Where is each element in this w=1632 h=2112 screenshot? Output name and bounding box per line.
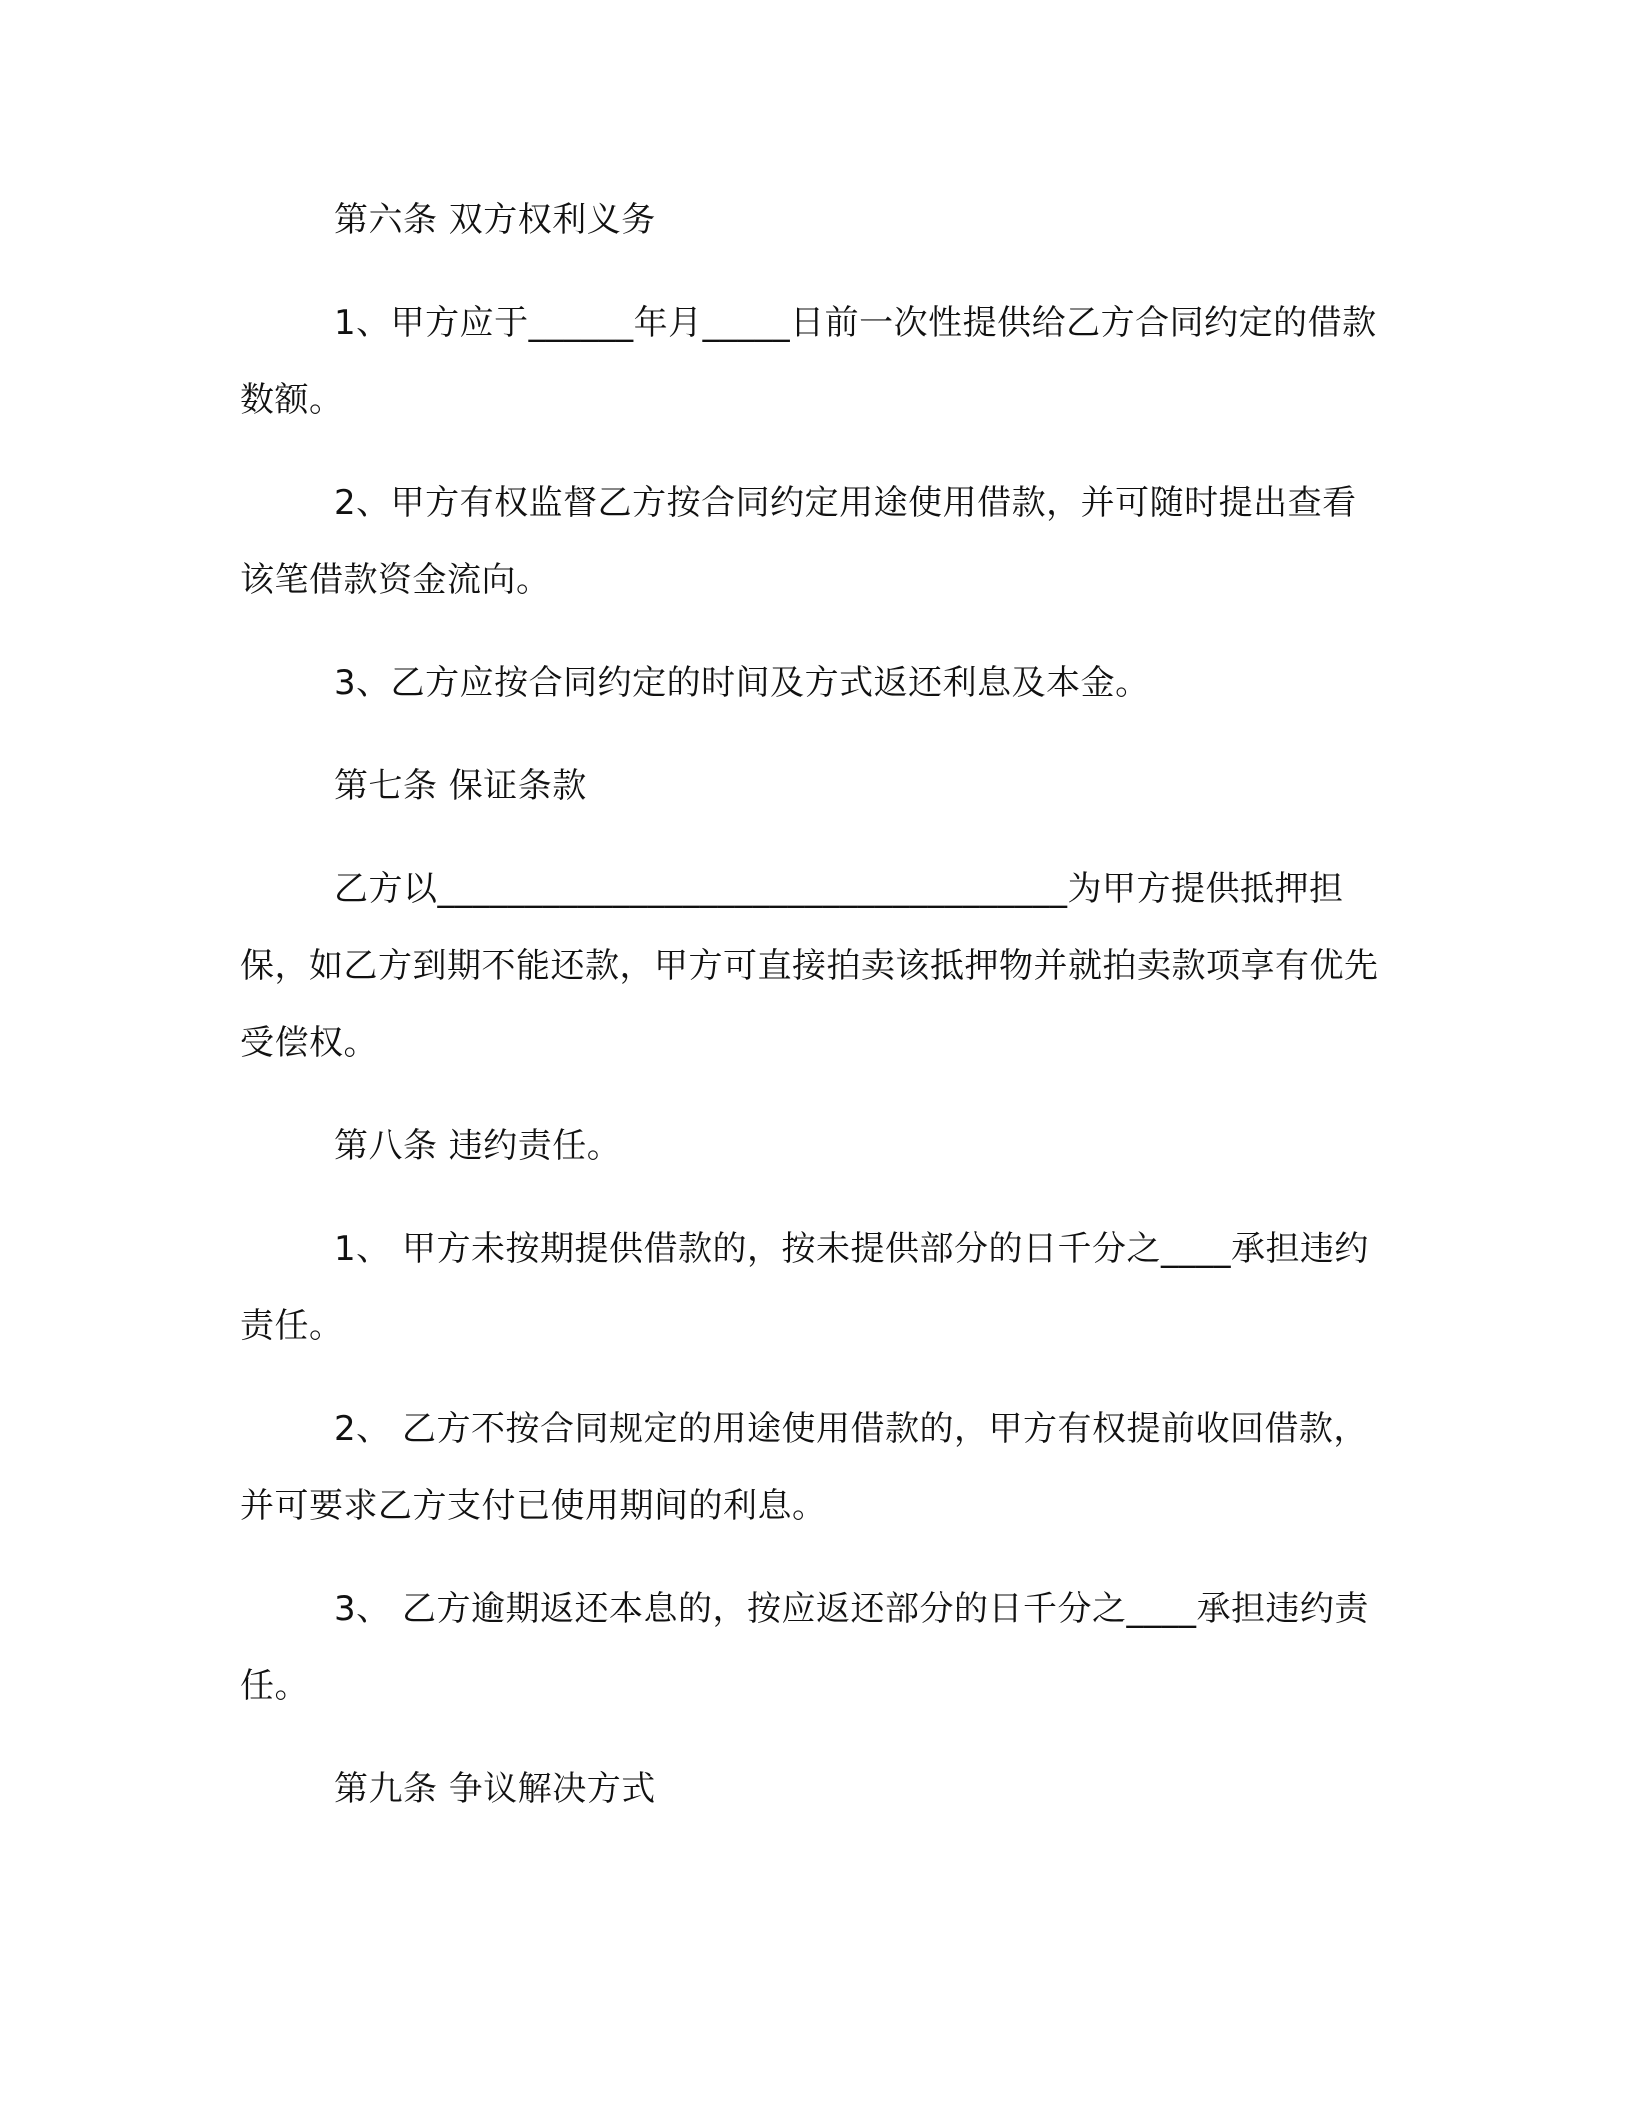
article-6-item-3: 3、乙方应按合同约定的时间及方式返还利息及本金。: [334, 663, 1150, 703]
article-7-heading: 第七条 保证条款: [334, 766, 587, 806]
article-9-heading: 第九条 争议解决方式: [334, 1769, 656, 1809]
document-body: [240, 182, 1380, 1854]
article-7-body: 乙方以____________________________________为甲方提供抵押担保，如乙方到期不能还款，甲方可直接拍卖该抵押物并就拍卖款项享有优先受偿权。: [240, 869, 1379, 1063]
article-8-item-1: 1、 甲方未按期提供借款的，按未提供部分的日千分之____承担违约责任。: [240, 1229, 1369, 1346]
article-8-item-3: 3、 乙方逾期返还本息的，按应返还部分的日千分之____承担违约责任。: [240, 1589, 1369, 1706]
article-6-item-1: 1、甲方应于______年月_____日前一次性提供给乙方合同约定的借款数额。: [240, 303, 1377, 420]
article-8-heading: 第八条 违约责任。: [334, 1126, 622, 1166]
article-6-heading: 第六条 双方权利义务: [334, 200, 656, 240]
article-8-item-2: 2、 乙方不按合同规定的用途使用借款的，甲方有权提前收回借款，并可要求乙方支付已使用期间的利息。: [240, 1409, 1368, 1526]
article-6-item-2: 2、甲方有权监督乙方按合同约定用途使用借款，并可随时提出查看该笔借款资金流向。: [240, 483, 1357, 600]
